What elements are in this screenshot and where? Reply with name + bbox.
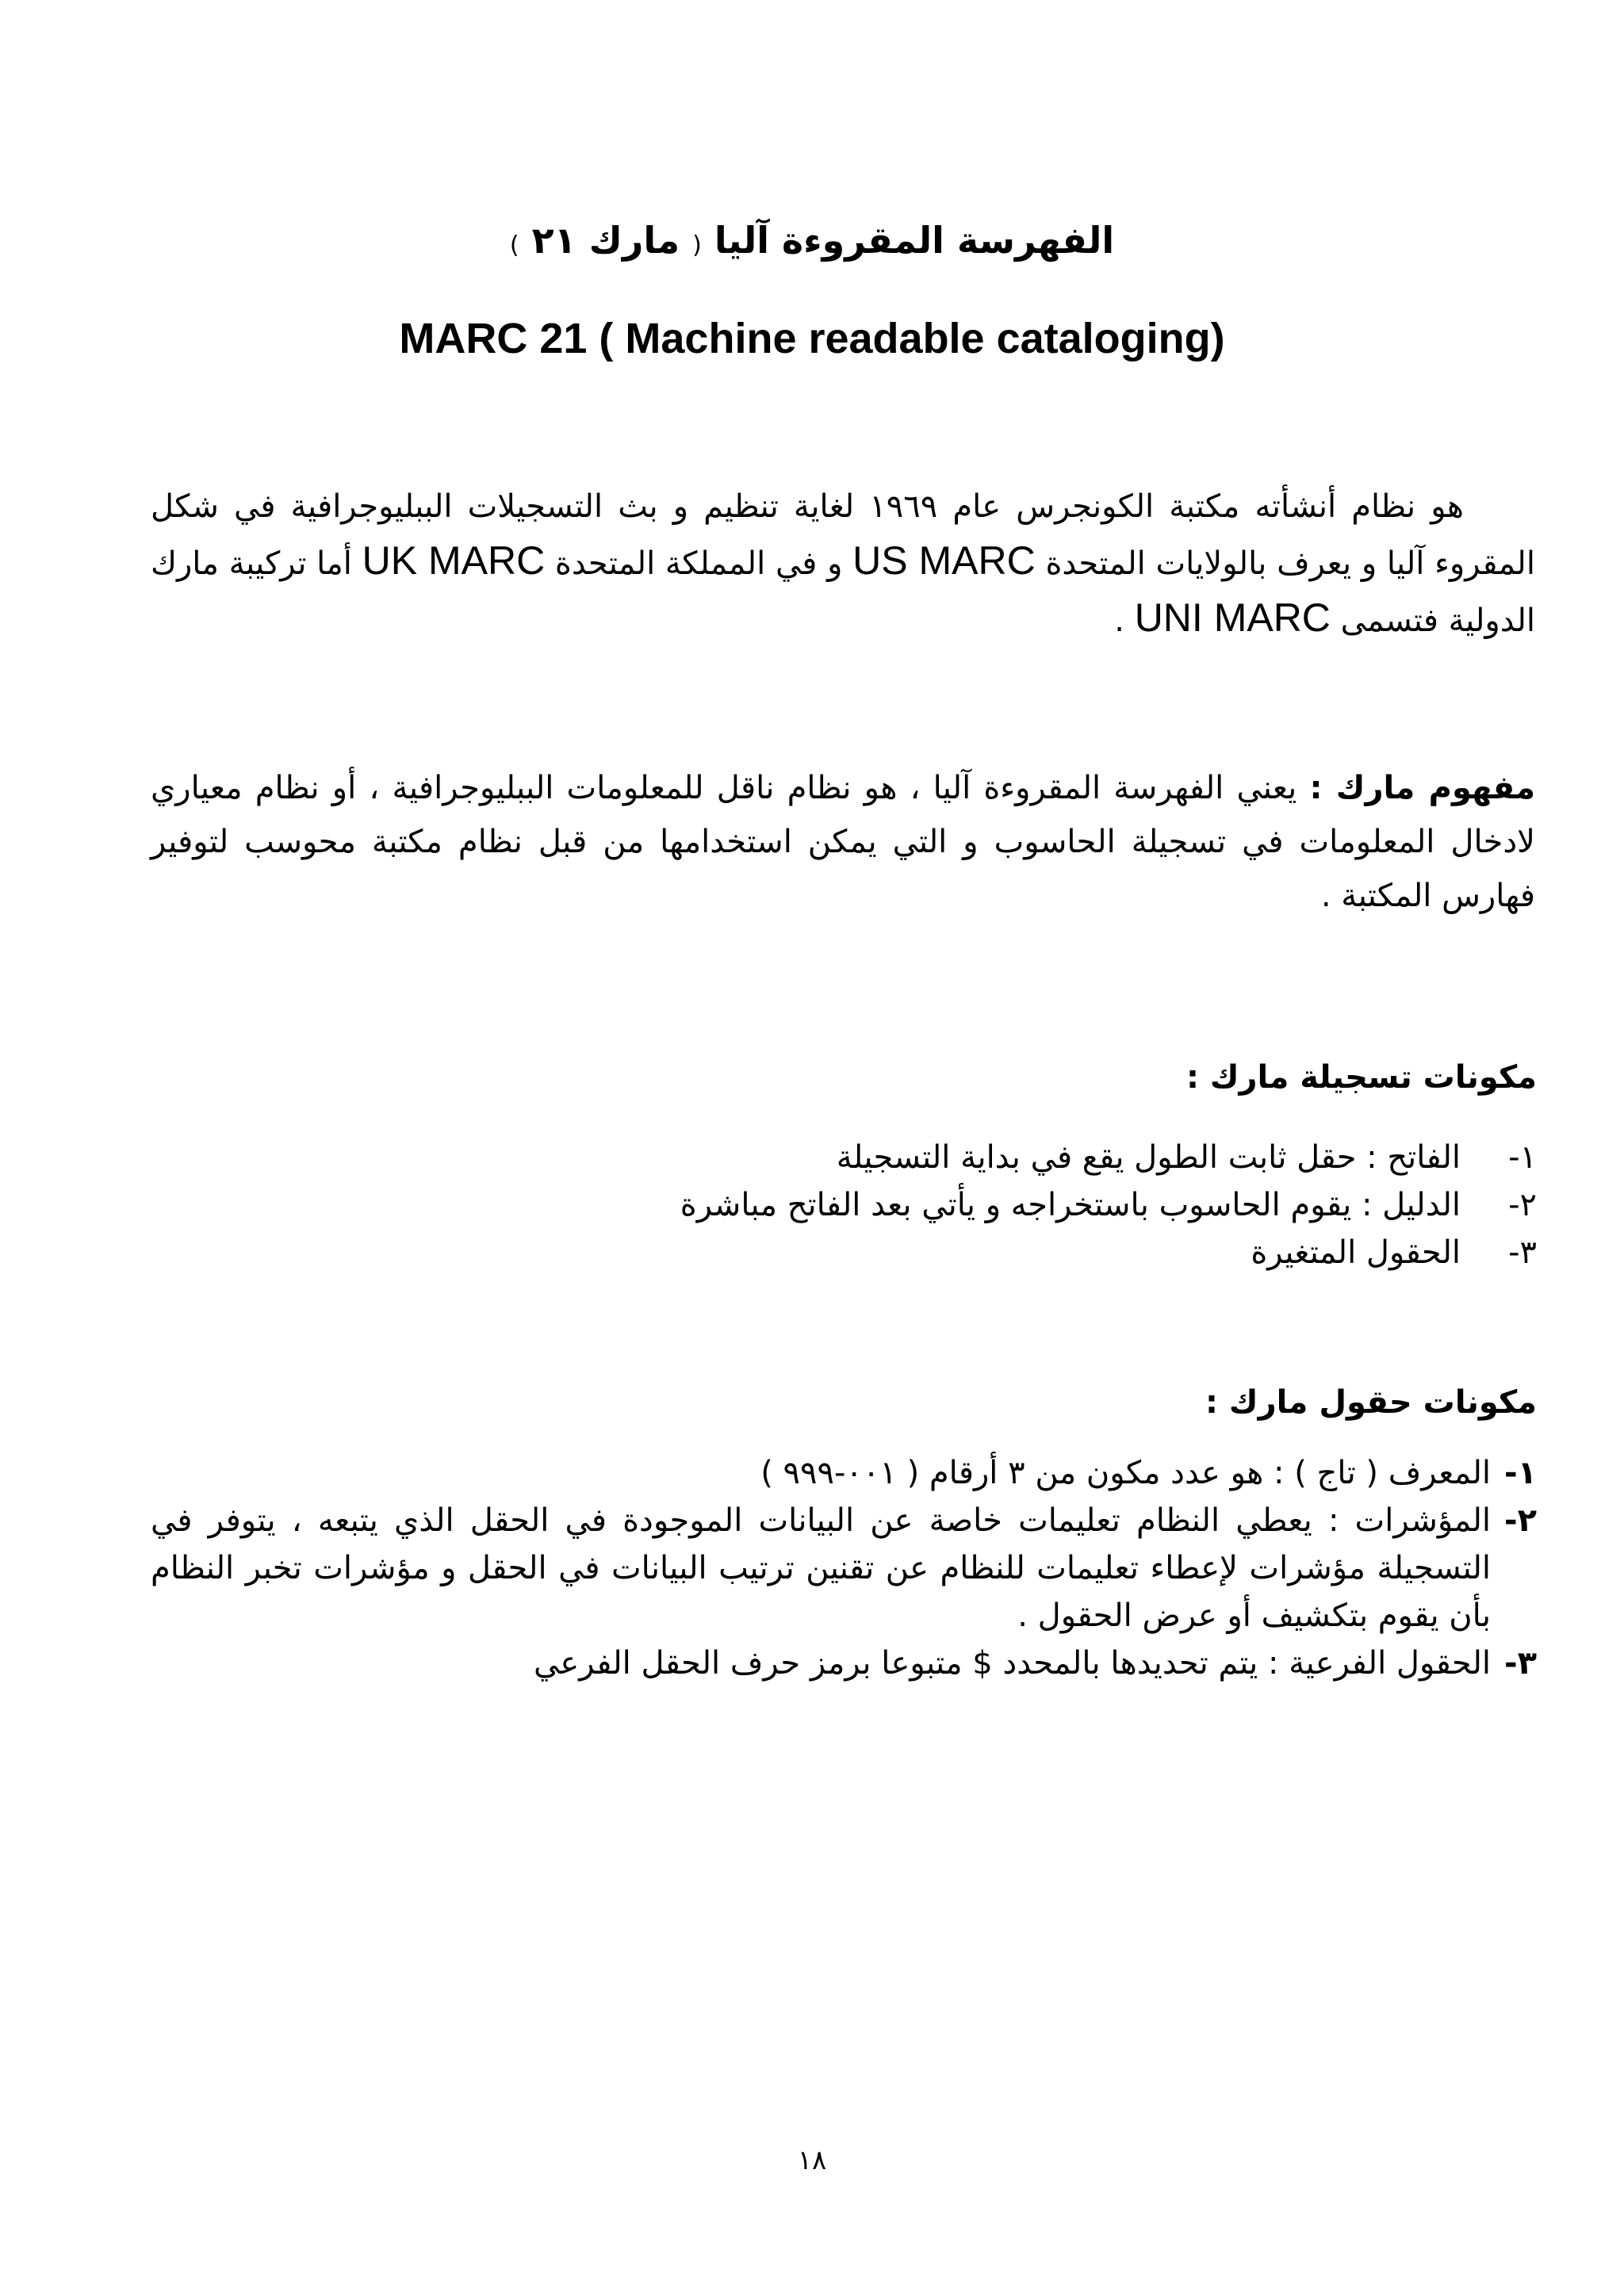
concept-paragraph (151, 761, 1535, 923)
intro-text-4: . (1114, 603, 1124, 639)
page-number: ١٨ (797, 2145, 827, 2176)
intro-text-3: أما تركيبة مارك الدولية فتسمى (151, 545, 1535, 639)
list-item-text: الدليل : يقوم الحاسوب باستخراجه و يأتي بعد الفاتح مباشرة (680, 1187, 1461, 1223)
list-item-text: الحقول الفرعية : يتم تحديدها بالمحدد $ متبوعا برمز حرف الحقل الفرعي (533, 1645, 1491, 1682)
us-marc: US MARC (852, 538, 1036, 583)
list-item-text: المعرف ( تاج ) : هو عدد مكون من ٣ أرقام ( ٠٠١-٩٩٩ ) (760, 1455, 1491, 1491)
concept-label: مفهوم مارك : (1309, 770, 1535, 806)
intro-text-1: هو نظام أنشأته مكتبة الكونجرس عام ١٩٦٩ لغاية تنظيم و بث التسجيلات الببليوجرافية في شكل المقروء آليا و يعرف بالولايات المتحدة (151, 488, 1535, 582)
list-item (151, 1497, 1537, 1640)
list-item-number: ٢- (1503, 1502, 1537, 1539)
field-components-list (151, 1449, 1537, 1687)
list-item-number: ٣- (1503, 1645, 1537, 1682)
concept-text: يعني الفهرسة المقروءة آليا ، هو نظام ناقل للمعلومات الببليوجرافية ، أو نظام معياري لادخال المعلومات في تسجيلة الحاسوب و التي يمكن استخدامها من قبل نظام مكتبة محوسب لتوفير فهارس المكتبة . (151, 770, 1535, 914)
title-sub: مارك ٢١ (531, 219, 680, 262)
field-components-heading: مكونات حقول مارك : (1205, 1384, 1537, 1421)
title-main: الفهرسة المقروءة آليا (714, 219, 1115, 262)
list-item (427, 1181, 1537, 1229)
list-item-number: ١- (1508, 1139, 1537, 1176)
list-item-text: الحقول المتغيرة (1251, 1234, 1461, 1271)
list-item-text: المؤشرات : يعطي النظام تعليمات خاصة عن البيانات الموجودة في الحقل الذي يتبعه ، يتوفر في التسجيلة مؤشرات لإعطاء تعليمات للنظام عن تقنين ترتيب البيانات في الحقل و مؤشرات تخبر النظام بأن يقوم بتكشيف أو عرض الحقول . (151, 1502, 1491, 1634)
list-item-number: ٢- (1508, 1187, 1537, 1223)
list-item (151, 1449, 1537, 1497)
list-item (427, 1134, 1537, 1181)
title-paren-close: ) (509, 232, 519, 259)
list-item (427, 1229, 1537, 1276)
list-item-number: ٣- (1508, 1234, 1537, 1271)
record-components-list (427, 1134, 1537, 1276)
list-item-number: ١- (1503, 1455, 1537, 1491)
record-components-heading: مكونات تسجيلة مارك : (1185, 1059, 1537, 1096)
uk-marc: UK MARC (362, 538, 546, 583)
title-paren-open: ( (692, 232, 702, 259)
page-title-arabic (0, 212, 1624, 274)
page-title-english: MARC 21 ( Machine readable cataloging) (399, 315, 1225, 362)
list-item (151, 1640, 1537, 1687)
list-item-text: الفاتح : حقل ثابت الطول يقع في بداية التسجيلة (836, 1139, 1461, 1176)
uni-marc: UNI MARC (1134, 595, 1331, 640)
intro-paragraph (151, 480, 1535, 648)
intro-text-2: و في المملكة المتحدة (554, 545, 843, 582)
